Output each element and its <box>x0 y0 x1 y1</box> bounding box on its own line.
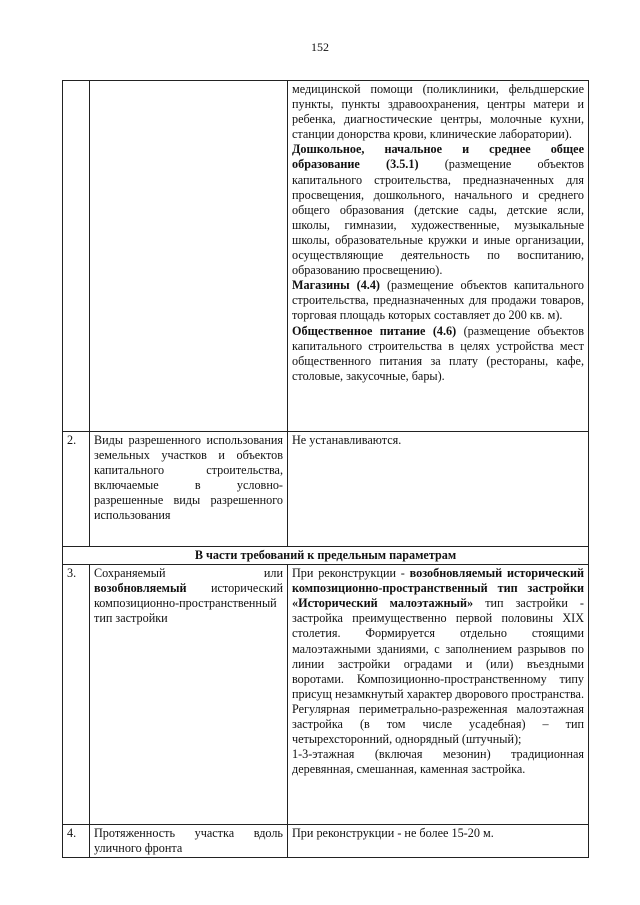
catering-title: Общественное питание (4.6) <box>292 323 457 338</box>
catering-text: (размещение объектов капитального строительства в целях устройства мест общественного питания за плату (рестораны, кафе, столовые, закусочные, бары). <box>292 323 584 383</box>
floors-paragraph: 1-3-этажная (включая мезонин) традиционная деревянная, смешанная, каменная застройка. <box>292 747 584 777</box>
catering-paragraph <box>292 324 584 384</box>
parameter-name-cell: Виды разрешенного использования земельных участков и объектов капитального строительства, включаемые в условно-разрешенные виды разрешенного использования <box>90 432 288 547</box>
parameter-name-cell <box>90 565 288 825</box>
shops-title: Магазины (4.4) <box>292 278 380 293</box>
name-bold: возобновляемый <box>94 581 187 596</box>
value-pre: При реконструкции - <box>292 566 410 581</box>
medical-text: медицинской помощи (поликлиники, фельдшерские пункты, пункты здравоохранения, центры матери и ребенка, диагностические центры, молочные кухни, станции донорства крови, клинические лаборатории). <box>292 82 584 142</box>
row-number-cell: 3. <box>63 565 90 825</box>
parameter-name-cell <box>90 81 288 432</box>
table-row <box>63 432 589 547</box>
table-row <box>63 825 589 858</box>
parameter-value-cell: Не устанавливаются. <box>288 432 589 547</box>
parameter-value-cell <box>288 565 589 825</box>
section-header: В части требований к предельным параметрам <box>63 547 589 565</box>
table-row <box>63 81 589 432</box>
education-title: Дошкольное, начальное и среднее общее образование (3.5.1) <box>292 142 584 172</box>
parameter-value-cell <box>288 81 589 432</box>
section-header-row <box>63 547 589 565</box>
regulations-table <box>62 80 589 858</box>
row-number-cell: 4. <box>63 825 90 858</box>
value-bold: возобновляемый исторический композиционно-пространственный тип застройки «Исторический малоэтажный» <box>292 566 584 611</box>
education-paragraph <box>292 142 584 278</box>
value-post: тип застройки - застройка преимущественно первой половины XIX столетия. Формируется отдельно стоящими малоэтажными зданиями, с заполнением разрывов по линии застройки оградами и (или) въездными воротами. Композиционно-пространственному типу присущ незамкнутый характер дворового пространства. Регулярная периметрально-разреженная малоэтажная застройка (в том числе усадебная) – тип четырехсторонний, однорядный (штучный); <box>292 596 584 747</box>
table-row <box>63 565 589 825</box>
row-number-cell <box>63 81 90 432</box>
reconstruction-paragraph <box>292 566 584 747</box>
parameter-name-cell: Протяженность участка вдоль уличного фронта <box>90 825 288 858</box>
name-post: исторический композиционно-пространственный тип застройки <box>94 581 283 626</box>
shops-paragraph <box>292 278 584 323</box>
parameter-value-cell: При реконструкции - не более 15-20 м. <box>288 825 589 858</box>
row-number-cell: 2. <box>63 432 90 547</box>
shops-text: (размещение объектов капитального строительства, предназначенных для продажи товаров, торговая площадь которых составляет до 200 кв. м). <box>292 278 584 323</box>
name-pre: Сохраняемый или <box>94 566 283 581</box>
page-number: 152 <box>311 40 329 54</box>
education-text: (размещение объектов капитального строительства, предназначенных для просвещения, дошкольного, начального и среднего общего образования (детские сады, детские ясли, школы, гимназии, художественные, музыкальные школы, образовательные кружки и иные организации, осуществляющие деятельность по воспитанию, образованию просвещению). <box>292 157 584 278</box>
